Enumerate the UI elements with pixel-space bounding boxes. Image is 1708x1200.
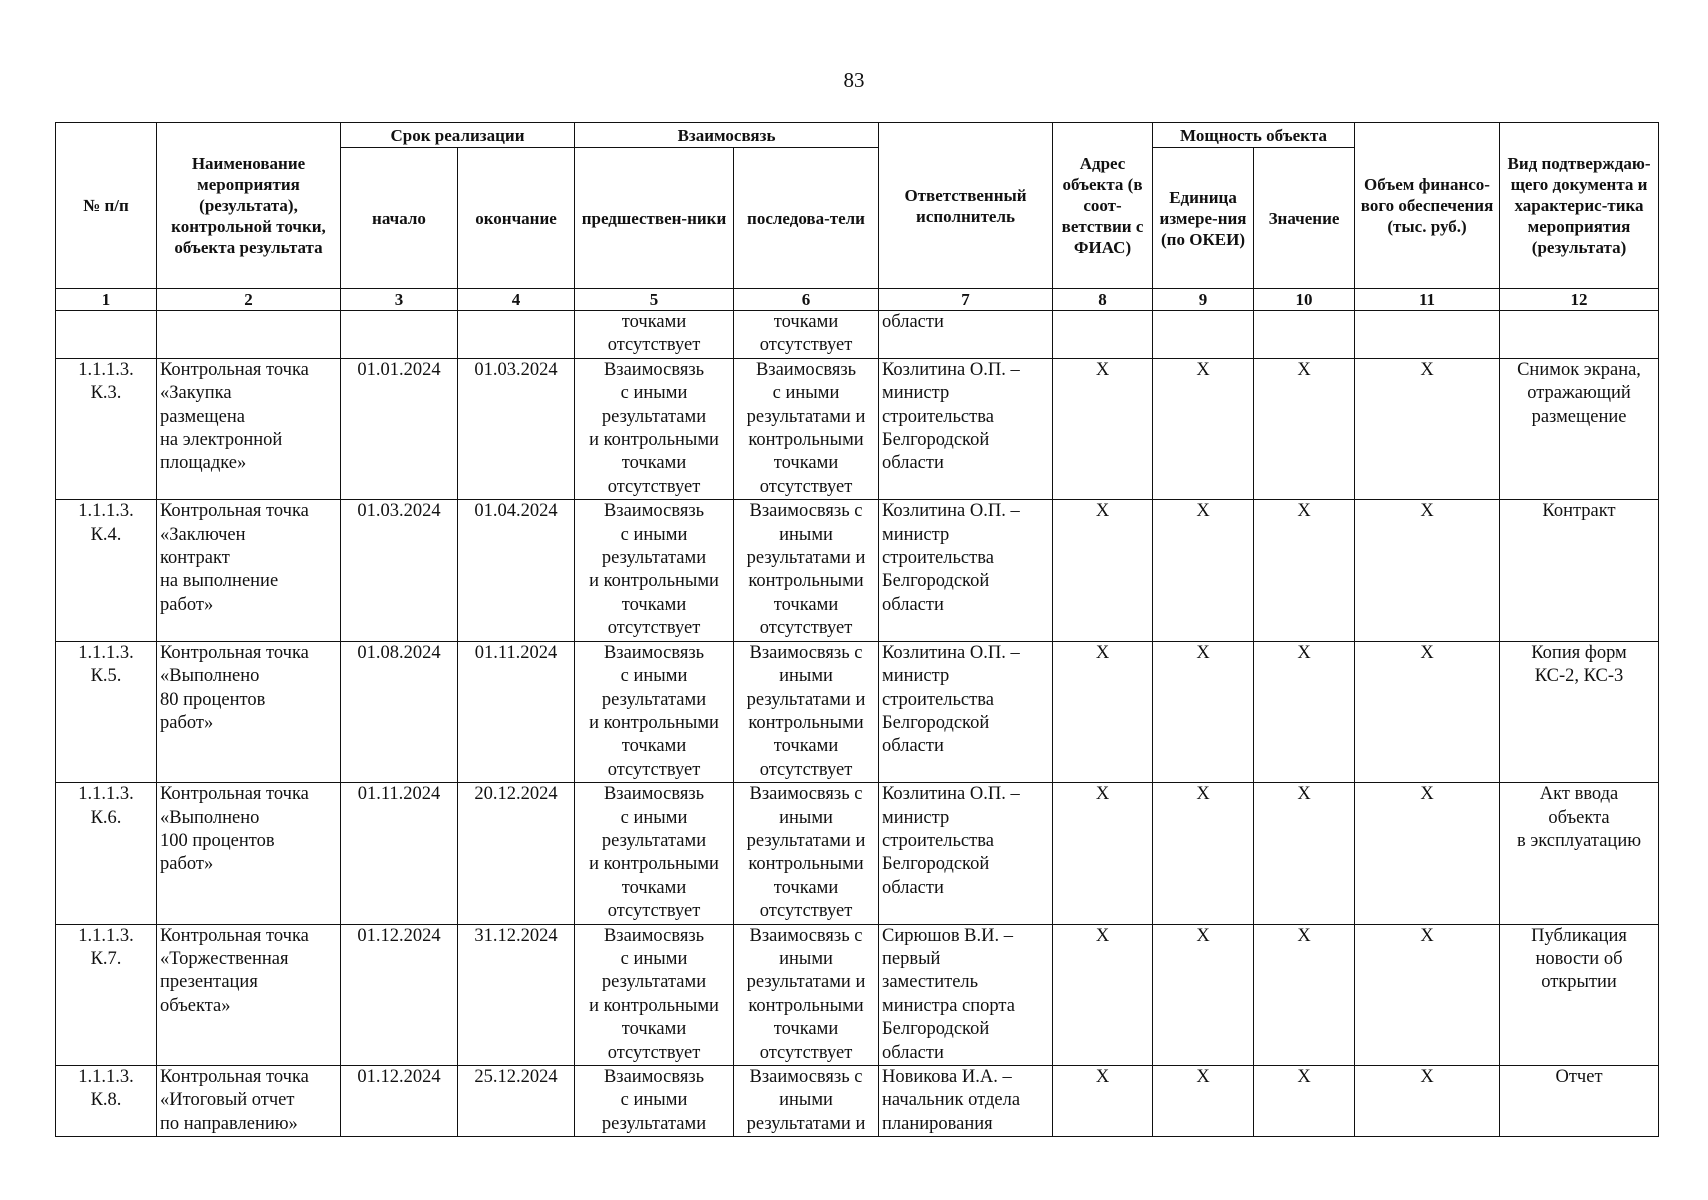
cell-predecessors: Взаимосвязь с иными результатами [575, 1066, 734, 1137]
cell-end [458, 311, 575, 359]
cell-doc: Публикация новости об открытии [1500, 924, 1659, 1065]
cell-value: Х [1254, 783, 1355, 924]
cell-successors: точками отсутствует [734, 311, 879, 359]
header-address: Адрес объекта (в соот-ветствии с ФИАС) [1053, 123, 1153, 289]
cell-unit: Х [1153, 924, 1254, 1065]
header-end: окончание [458, 148, 575, 289]
cell-finance: Х [1355, 641, 1500, 782]
cell-successors: Взаимосвязь с иными результатами и контрольными точками отсутствует [734, 358, 879, 499]
header-num: № п/п [56, 123, 157, 289]
column-numbers-row [56, 289, 1659, 311]
header-responsible: Ответственный исполнитель [879, 123, 1053, 289]
cell-successors: Взаимосвязь с иными результатами и контрольными точками отсутствует [734, 641, 879, 782]
cell-value: Х [1254, 924, 1355, 1065]
cell-name: Контрольная точка «Заключен контракт на выполнение работ» [157, 500, 341, 641]
cell-finance: Х [1355, 500, 1500, 641]
header-relation-group: Взаимосвязь [575, 123, 879, 148]
header-predecessors: предшествен-ники [575, 148, 734, 289]
header-doc: Вид подтверждаю-щего документа и характерис-тика мероприятия (результата) [1500, 123, 1659, 289]
column-number: 10 [1254, 289, 1355, 311]
column-number: 1 [56, 289, 157, 311]
cell-successors: Взаимосвязь с иными результатами и контрольными точками отсутствует [734, 924, 879, 1065]
cell-predecessors: Взаимосвязь с иными результатами и контрольными точками отсутствует [575, 924, 734, 1065]
cell-name: Контрольная точка «Итоговый отчет по направлению» [157, 1066, 341, 1137]
header-capacity-group: Мощность объекта [1153, 123, 1355, 148]
cell-finance: Х [1355, 924, 1500, 1065]
cell-responsible: Козлитина О.П. – министр строительства Белгородской области [879, 500, 1053, 641]
cell-address: Х [1053, 641, 1153, 782]
cell-responsible: Козлитина О.П. – министр строительства Белгородской области [879, 641, 1053, 782]
cell-address [1053, 311, 1153, 359]
cell-end: 31.12.2024 [458, 924, 575, 1065]
cell-end: 01.04.2024 [458, 500, 575, 641]
header-finance: Объем финансо-вого обеспечения (тыс. руб.) [1355, 123, 1500, 289]
cell-start [341, 311, 458, 359]
cell-end: 01.03.2024 [458, 358, 575, 499]
cell-start: 01.03.2024 [341, 500, 458, 641]
cell-unit: Х [1153, 783, 1254, 924]
column-number: 6 [734, 289, 879, 311]
column-number: 3 [341, 289, 458, 311]
cell-start: 01.01.2024 [341, 358, 458, 499]
cell-responsible: Новикова И.А. – начальник отдела планирования [879, 1066, 1053, 1137]
cell-end: 01.11.2024 [458, 641, 575, 782]
cell-start: 01.11.2024 [341, 783, 458, 924]
cell-num [56, 311, 157, 359]
control-points-table [55, 122, 1659, 1137]
header-start: начало [341, 148, 458, 289]
header-successors: последова-тели [734, 148, 879, 289]
column-number: 2 [157, 289, 341, 311]
cell-name: Контрольная точка «Закупка размещена на электронной площадке» [157, 358, 341, 499]
cell-successors: Взаимосвязь с иными результатами и [734, 1066, 879, 1137]
cell-value [1254, 311, 1355, 359]
column-number: 4 [458, 289, 575, 311]
cell-num: 1.1.1.3. К.5. [56, 641, 157, 782]
table-row [56, 641, 1659, 782]
column-number: 12 [1500, 289, 1659, 311]
cell-responsible: Сирюшов В.И. – первый заместитель министра спорта Белгородской области [879, 924, 1053, 1065]
cell-finance: Х [1355, 1066, 1500, 1137]
cell-num: 1.1.1.3. К.7. [56, 924, 157, 1065]
cell-start: 01.08.2024 [341, 641, 458, 782]
page-number: 83 [843, 68, 865, 92]
cell-value: Х [1254, 500, 1355, 641]
cell-address: Х [1053, 924, 1153, 1065]
cell-predecessors: Взаимосвязь с иными результатами и контрольными точками отсутствует [575, 500, 734, 641]
cell-num: 1.1.1.3. К.3. [56, 358, 157, 499]
cell-doc: Контракт [1500, 500, 1659, 641]
cell-responsible: Козлитина О.П. – министр строительства Белгородской области [879, 358, 1053, 499]
cell-name: Контрольная точка «Торжественная презентация объекта» [157, 924, 341, 1065]
cell-num: 1.1.1.3. К.6. [56, 783, 157, 924]
header-name: Наименование мероприятия (результата), контрольной точки, объекта результата [157, 123, 341, 289]
continuation-row [56, 311, 1659, 359]
column-number: 9 [1153, 289, 1254, 311]
cell-name [157, 311, 341, 359]
column-number: 8 [1053, 289, 1153, 311]
cell-unit: Х [1153, 641, 1254, 782]
table-body [56, 311, 1659, 1137]
cell-responsible: области [879, 311, 1053, 359]
cell-unit: Х [1153, 500, 1254, 641]
cell-doc: Отчет [1500, 1066, 1659, 1137]
cell-num: 1.1.1.3. К.8. [56, 1066, 157, 1137]
cell-name: Контрольная точка «Выполнено 100 процентов работ» [157, 783, 341, 924]
cell-unit: Х [1153, 1066, 1254, 1137]
cell-finance: Х [1355, 783, 1500, 924]
cell-address: Х [1053, 500, 1153, 641]
cell-unit: Х [1153, 358, 1254, 499]
table-row [56, 783, 1659, 924]
cell-value: Х [1254, 641, 1355, 782]
cell-address: Х [1053, 358, 1153, 499]
table-row [56, 924, 1659, 1065]
cell-predecessors: точками отсутствует [575, 311, 734, 359]
cell-predecessors: Взаимосвязь с иными результатами и контрольными точками отсутствует [575, 358, 734, 499]
table-row [56, 1066, 1659, 1137]
cell-num: 1.1.1.3. К.4. [56, 500, 157, 641]
cell-successors: Взаимосвязь с иными результатами и контрольными точками отсутствует [734, 500, 879, 641]
cell-predecessors: Взаимосвязь с иными результатами и контрольными точками отсутствует [575, 641, 734, 782]
cell-predecessors: Взаимосвязь с иными результатами и контрольными точками отсутствует [575, 783, 734, 924]
cell-unit [1153, 311, 1254, 359]
cell-end: 25.12.2024 [458, 1066, 575, 1137]
cell-doc: Снимок экрана, отражающий размещение [1500, 358, 1659, 499]
header-unit: Единица измере-ния (по ОКЕИ) [1153, 148, 1254, 289]
table-header [56, 123, 1659, 311]
cell-finance [1355, 311, 1500, 359]
cell-value: Х [1254, 1066, 1355, 1137]
cell-end: 20.12.2024 [458, 783, 575, 924]
cell-doc [1500, 311, 1659, 359]
cell-address: Х [1053, 783, 1153, 924]
cell-finance: Х [1355, 358, 1500, 499]
cell-doc: Акт ввода объекта в эксплуатацию [1500, 783, 1659, 924]
cell-value: Х [1254, 358, 1355, 499]
cell-address: Х [1053, 1066, 1153, 1137]
cell-name: Контрольная точка «Выполнено 80 процентов работ» [157, 641, 341, 782]
table-row [56, 500, 1659, 641]
column-number: 7 [879, 289, 1053, 311]
cell-start: 01.12.2024 [341, 1066, 458, 1137]
cell-responsible: Козлитина О.П. – министр строительства Белгородской области [879, 783, 1053, 924]
cell-start: 01.12.2024 [341, 924, 458, 1065]
column-number: 11 [1355, 289, 1500, 311]
header-period-group: Срок реализации [341, 123, 575, 148]
cell-successors: Взаимосвязь с иными результатами и контрольными точками отсутствует [734, 783, 879, 924]
table-row [56, 358, 1659, 499]
cell-doc: Копия форм КС-2, КС-3 [1500, 641, 1659, 782]
column-number: 5 [575, 289, 734, 311]
header-value: Значение [1254, 148, 1355, 289]
